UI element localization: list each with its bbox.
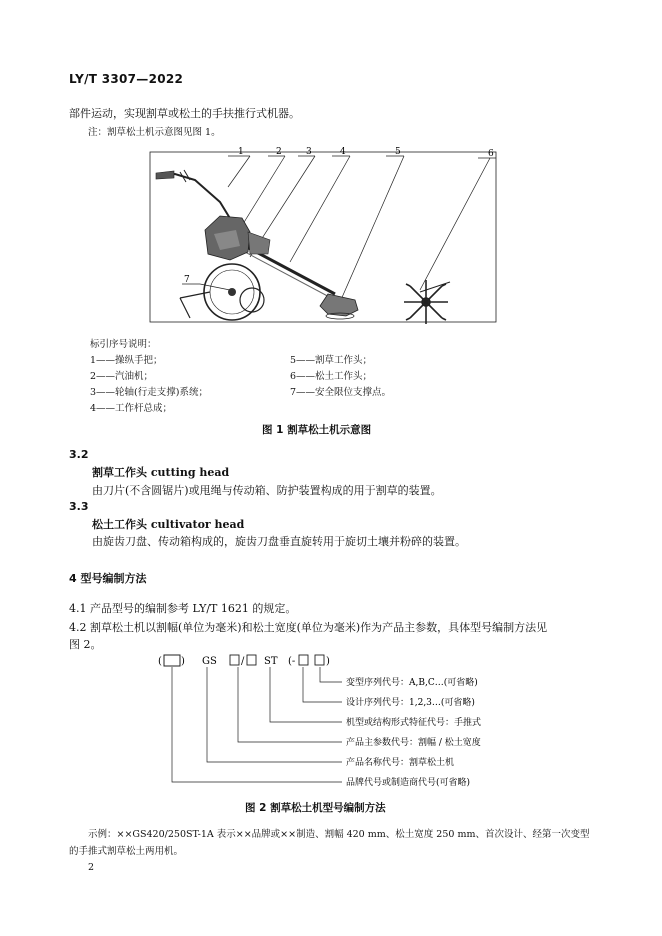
section-3-2-number: 3.2	[69, 448, 89, 461]
callout-1: 1	[238, 147, 244, 157]
section-4-2-line2: 图 2。	[69, 638, 102, 651]
code-box-variant	[315, 655, 324, 665]
section-4-heading: 4 型号编制方法	[69, 572, 147, 585]
label-design-code: 设计序列代号：1,2,3…(可省略)	[346, 698, 475, 708]
section-4-1: 4.1 产品型号的编制参考 LY/T 1621 的规定。	[69, 602, 297, 615]
figure1-note: 注：割草松土机示意图见图 1。	[88, 127, 221, 138]
code-variant-close: )	[326, 656, 330, 667]
section-3-2-definition: 由刀片(不含圆锯片)或甩绳与传动箱、防护装置构成的用于割草的装置。	[92, 484, 442, 497]
callout-2: 2	[276, 147, 282, 157]
section-3-3-definition: 由旋齿刀盘、传动箱构成的，旋齿刀盘垂直旋转用于旋切土壤并粉碎的装置。	[92, 535, 466, 548]
label-parameter-code: 产品主参数代号：割幅 / 松土宽度	[346, 738, 481, 748]
cultivator-head	[404, 280, 450, 324]
intro-text: 部件运动，实现割草或松土的手扶推行式机器。	[69, 107, 300, 120]
figure2-leader-lines	[172, 667, 342, 782]
callout-5: 5	[395, 147, 401, 157]
example-line2: 的手推式割草松土两用机。	[69, 846, 184, 857]
callout-3: 3	[306, 147, 312, 157]
code-close-paren: )	[181, 656, 185, 667]
callout-7: 7	[184, 275, 190, 285]
code-box-till-width	[247, 655, 256, 665]
legend-item-5: 5——割草工作头；	[290, 355, 373, 366]
page-number: 2	[88, 862, 95, 873]
figure1-frame	[150, 152, 496, 322]
section-3-2-term: 割草工作头 cutting head	[92, 466, 230, 479]
legend-item-3: 3——轮轴(行走支撑)系统；	[90, 387, 208, 398]
label-type-code: 机型或结构形式特征代号：手推式	[346, 718, 482, 728]
standard-code-header: LY/T 3307—2022	[69, 72, 184, 86]
code-box-brand	[164, 655, 180, 666]
figure1-illustration	[150, 142, 500, 332]
legend-item-6: 6——松土工作头；	[290, 371, 373, 382]
code-gs: GS	[202, 656, 217, 667]
callout-4: 4	[340, 147, 346, 157]
callout-6: 6	[488, 149, 494, 159]
figure2-caption: 图 2 割草松土机型号编制方法	[245, 802, 386, 814]
label-product-name-code: 产品名称代号：割草松土机	[346, 758, 455, 768]
section-3-3-term: 松土工作头 cultivator head	[92, 518, 245, 531]
legend-title: 标引序号说明：	[90, 339, 157, 350]
label-variant-code: 变型序列代号：A,B,C…(可省略)	[346, 678, 478, 688]
code-slash: /	[241, 656, 245, 667]
example-line1: 示例：××GS420/250ST-1A 表示××品牌或××制造、割幅 420 mm、松土宽度 250 mm、首次设计、经第一次变型	[88, 829, 590, 840]
handle-grip	[156, 171, 174, 179]
figure1-caption: 图 1 割草松土机示意图	[262, 424, 372, 436]
legend-item-7: 7——安全限位支撑点。	[290, 387, 392, 398]
legend-item-2: 2——汽油机；	[90, 371, 154, 382]
code-st: ST	[264, 656, 278, 667]
code-box-cut-width	[230, 655, 239, 665]
legend-item-1: 1——操纵手把；	[90, 355, 163, 366]
code-box-design	[299, 655, 308, 665]
figure2-diagram	[150, 650, 520, 790]
section-4-2-line1: 4.2 割草松土机以割幅(单位为毫米)和松土宽度(单位为毫米)作为产品主参数，具体型号编制方法见	[69, 621, 548, 634]
code-open-paren: (	[158, 656, 162, 667]
wheel-small	[240, 288, 264, 312]
legend-item-4: 4——工作杆总成；	[90, 403, 173, 414]
label-brand-code: 品牌代号或制造商代号(可省略)	[346, 778, 471, 788]
code-variant-open: (-	[288, 656, 296, 667]
section-3-3-number: 3.3	[69, 500, 89, 513]
